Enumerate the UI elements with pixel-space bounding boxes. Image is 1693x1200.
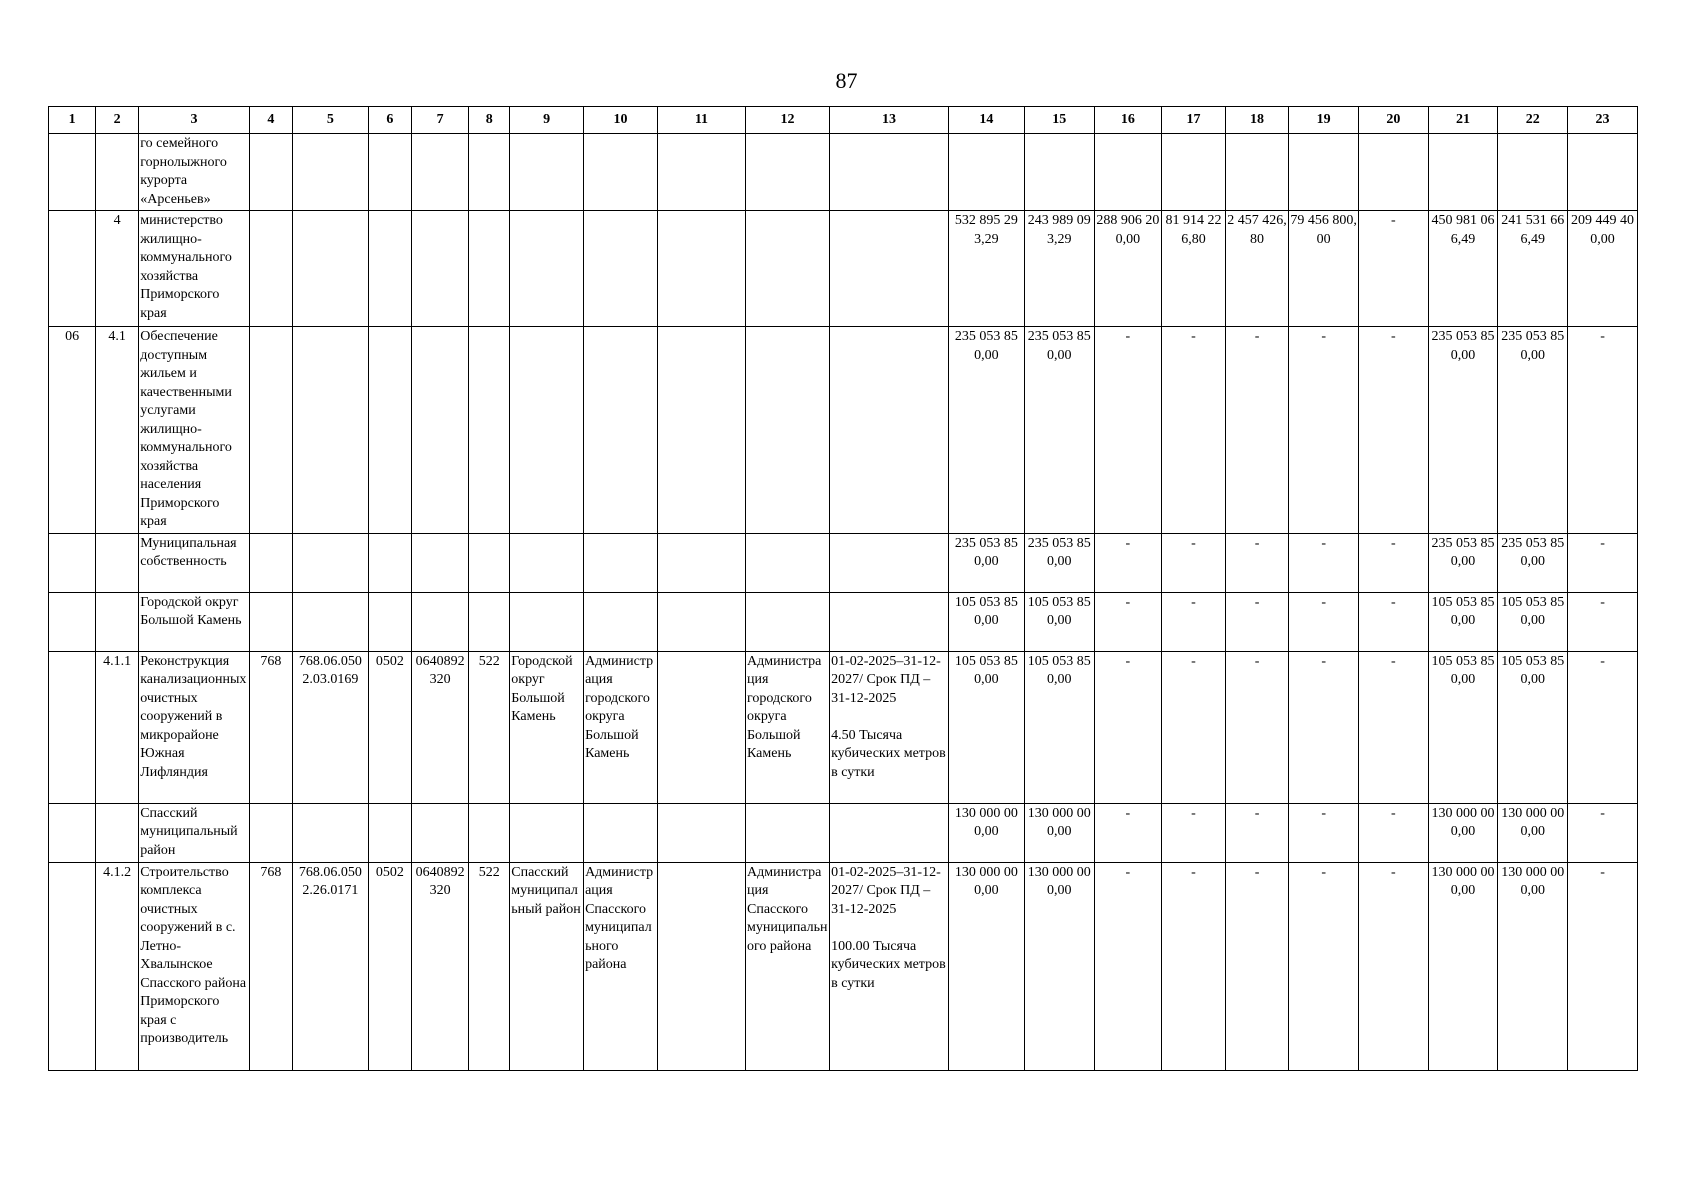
table-row <box>49 533 1638 592</box>
cell-col-21: 105 053 850,00 <box>1428 592 1498 651</box>
column-header-10: 10 <box>584 107 658 134</box>
cell-col-3: Реконструкция канализационных очистных сооружений в микрорайоне Южная Лифляндия <box>139 651 250 803</box>
cell-col-19: - <box>1289 592 1359 651</box>
cell-col-6: 0502 <box>368 862 411 1070</box>
cell-col-11 <box>657 862 745 1070</box>
cell-col-20: - <box>1359 651 1429 803</box>
column-header-23: 23 <box>1568 107 1638 134</box>
header-row <box>49 107 1638 134</box>
cell-col-12: Администрация городского округа Большой Камень <box>746 651 830 803</box>
cell-col-1 <box>49 533 96 592</box>
cell-col-3: Городской округ Большой Камень <box>139 592 250 651</box>
column-header-15: 15 <box>1024 107 1094 134</box>
cell-col-22: 130 000 000,00 <box>1498 862 1568 1070</box>
column-header-1: 1 <box>49 107 96 134</box>
cell-col-20 <box>1359 134 1429 211</box>
cell-col-10 <box>584 134 658 211</box>
cell-col-3: министерство жилищно-коммунального хозяйства Приморского края <box>139 211 250 327</box>
cell-col-17: - <box>1162 862 1226 1070</box>
cell-col-14: 105 053 850,00 <box>948 651 1024 803</box>
cell-col-6 <box>368 592 411 651</box>
cell-col-4 <box>249 533 292 592</box>
cell-col-18: 2 457 426,80 <box>1225 211 1289 327</box>
cell-col-21: 235 053 850,00 <box>1428 327 1498 534</box>
cell-col-15: 130 000 000,00 <box>1024 862 1094 1070</box>
cell-col-4: 768 <box>249 651 292 803</box>
cell-col-13 <box>830 592 949 651</box>
cell-col-8: 522 <box>469 651 510 803</box>
page-number: 87 <box>835 68 858 93</box>
cell-col-23 <box>1568 134 1638 211</box>
cell-col-8 <box>469 134 510 211</box>
cell-col-8 <box>469 533 510 592</box>
cell-col-1 <box>49 211 96 327</box>
table-row <box>49 211 1638 327</box>
cell-col-20: - <box>1359 803 1429 862</box>
cell-col-21: 450 981 066,49 <box>1428 211 1498 327</box>
cell-col-17: 81 914 226,80 <box>1162 211 1226 327</box>
cell-col-20: - <box>1359 592 1429 651</box>
cell-col-15 <box>1024 134 1094 211</box>
cell-col-19: - <box>1289 533 1359 592</box>
column-header-14: 14 <box>948 107 1024 134</box>
cell-col-13 <box>830 211 949 327</box>
cell-col-15: 105 053 850,00 <box>1024 592 1094 651</box>
cell-col-2: 4 <box>96 211 139 327</box>
cell-col-2: 4.1.2 <box>96 862 139 1070</box>
cell-col-12 <box>746 803 830 862</box>
cell-col-5 <box>292 211 368 327</box>
column-header-22: 22 <box>1498 107 1568 134</box>
cell-col-6 <box>368 211 411 327</box>
column-header-2: 2 <box>96 107 139 134</box>
cell-col-22: 241 531 666,49 <box>1498 211 1568 327</box>
cell-col-19: - <box>1289 862 1359 1070</box>
cell-col-3: Муниципальная собственность <box>139 533 250 592</box>
cell-col-7 <box>411 211 468 327</box>
cell-col-22: 130 000 000,00 <box>1498 803 1568 862</box>
cell-col-18: - <box>1225 592 1289 651</box>
column-header-6: 6 <box>368 107 411 134</box>
cell-col-20: - <box>1359 327 1429 534</box>
cell-col-15: 235 053 850,00 <box>1024 327 1094 534</box>
cell-col-9 <box>510 592 584 651</box>
cell-col-17: - <box>1162 803 1226 862</box>
cell-col-5: 768.06.0502.03.0169 <box>292 651 368 803</box>
cell-col-5 <box>292 327 368 534</box>
cell-col-9: Спасский муниципальный район <box>510 862 584 1070</box>
cell-col-19: 79 456 800,00 <box>1289 211 1359 327</box>
column-header-11: 11 <box>657 107 745 134</box>
cell-col-1 <box>49 134 96 211</box>
cell-col-16: - <box>1094 803 1162 862</box>
cell-col-1 <box>49 803 96 862</box>
cell-col-23: 209 449 400,00 <box>1568 211 1638 327</box>
cell-col-14 <box>948 134 1024 211</box>
cell-col-18: - <box>1225 862 1289 1070</box>
cell-col-2: 4.1.1 <box>96 651 139 803</box>
cell-col-23: - <box>1568 862 1638 1070</box>
cell-col-17: - <box>1162 327 1226 534</box>
cell-col-7 <box>411 803 468 862</box>
column-header-17: 17 <box>1162 107 1226 134</box>
cell-col-12: Администрация Спасского муниципального района <box>746 862 830 1070</box>
cell-col-1 <box>49 592 96 651</box>
cell-col-1: 06 <box>49 327 96 534</box>
cell-col-13 <box>830 327 949 534</box>
cell-col-15: 130 000 000,00 <box>1024 803 1094 862</box>
cell-col-18: - <box>1225 327 1289 534</box>
cell-col-12 <box>746 592 830 651</box>
cell-col-9 <box>510 134 584 211</box>
cell-col-5: 768.06.0502.26.0171 <box>292 862 368 1070</box>
table-row <box>49 592 1638 651</box>
cell-col-23: - <box>1568 651 1638 803</box>
column-header-5: 5 <box>292 107 368 134</box>
cell-col-6: 0502 <box>368 651 411 803</box>
cell-col-4 <box>249 211 292 327</box>
cell-col-22: 105 053 850,00 <box>1498 651 1568 803</box>
cell-col-2 <box>96 533 139 592</box>
cell-col-16: - <box>1094 862 1162 1070</box>
cell-col-9 <box>510 533 584 592</box>
cell-col-11 <box>657 533 745 592</box>
cell-col-21 <box>1428 134 1498 211</box>
cell-col-11 <box>657 134 745 211</box>
cell-col-21: 235 053 850,00 <box>1428 533 1498 592</box>
cell-col-7: 0640892320 <box>411 862 468 1070</box>
cell-col-17: - <box>1162 651 1226 803</box>
cell-col-22: 105 053 850,00 <box>1498 592 1568 651</box>
cell-col-2 <box>96 592 139 651</box>
cell-col-20: - <box>1359 533 1429 592</box>
cell-col-3: Обеспечение доступным жильем и качественными услугами жилищно-коммунального хозяйства населения Приморского края <box>139 327 250 534</box>
column-header-21: 21 <box>1428 107 1498 134</box>
cell-col-19: - <box>1289 803 1359 862</box>
cell-col-6 <box>368 533 411 592</box>
cell-col-3: Спасский муниципальный район <box>139 803 250 862</box>
cell-col-9 <box>510 327 584 534</box>
cell-col-13 <box>830 134 949 211</box>
column-header-13: 13 <box>830 107 949 134</box>
cell-col-16: - <box>1094 592 1162 651</box>
cell-col-7: 0640892320 <box>411 651 468 803</box>
cell-col-15: 243 989 093,29 <box>1024 211 1094 327</box>
cell-col-9: Городской округ Большой Камень <box>510 651 584 803</box>
column-header-8: 8 <box>469 107 510 134</box>
cell-col-9 <box>510 803 584 862</box>
cell-col-2 <box>96 134 139 211</box>
column-header-16: 16 <box>1094 107 1162 134</box>
cell-col-19 <box>1289 134 1359 211</box>
cell-col-13: 01-02-2025–31-12-2027/ Срок ПД – 31-12-2025 100.00 Тысяча кубических метров в сутки <box>830 862 949 1070</box>
table-row <box>49 651 1638 803</box>
cell-col-5 <box>292 134 368 211</box>
cell-col-21: 130 000 000,00 <box>1428 803 1498 862</box>
cell-col-14: 130 000 000,00 <box>948 862 1024 1070</box>
cell-col-6 <box>368 134 411 211</box>
cell-col-16: - <box>1094 327 1162 534</box>
cell-col-19: - <box>1289 651 1359 803</box>
cell-col-10 <box>584 533 658 592</box>
table-row <box>49 862 1638 1070</box>
cell-col-4 <box>249 803 292 862</box>
cell-col-6 <box>368 803 411 862</box>
table-row <box>49 327 1638 534</box>
cell-col-7 <box>411 134 468 211</box>
cell-col-17 <box>1162 134 1226 211</box>
cell-col-23: - <box>1568 592 1638 651</box>
cell-col-15: 105 053 850,00 <box>1024 651 1094 803</box>
cell-col-2: 4.1 <box>96 327 139 534</box>
column-header-7: 7 <box>411 107 468 134</box>
cell-col-23: - <box>1568 327 1638 534</box>
cell-col-15: 235 053 850,00 <box>1024 533 1094 592</box>
cell-col-12 <box>746 327 830 534</box>
cell-col-11 <box>657 211 745 327</box>
cell-col-23: - <box>1568 803 1638 862</box>
cell-col-20: - <box>1359 211 1429 327</box>
cell-col-2 <box>96 803 139 862</box>
cell-col-18 <box>1225 134 1289 211</box>
cell-col-5 <box>292 533 368 592</box>
cell-col-23: - <box>1568 533 1638 592</box>
cell-col-17: - <box>1162 533 1226 592</box>
column-header-4: 4 <box>249 107 292 134</box>
cell-col-22: 235 053 850,00 <box>1498 533 1568 592</box>
column-header-19: 19 <box>1289 107 1359 134</box>
cell-col-20: - <box>1359 862 1429 1070</box>
cell-col-4: 768 <box>249 862 292 1070</box>
cell-col-16: 288 906 200,00 <box>1094 211 1162 327</box>
cell-col-4 <box>249 592 292 651</box>
cell-col-17: - <box>1162 592 1226 651</box>
cell-col-14: 235 053 850,00 <box>948 533 1024 592</box>
cell-col-6 <box>368 327 411 534</box>
cell-col-8 <box>469 592 510 651</box>
cell-col-7 <box>411 592 468 651</box>
cell-col-16 <box>1094 134 1162 211</box>
cell-col-12 <box>746 533 830 592</box>
cell-col-10 <box>584 803 658 862</box>
cell-col-14: 130 000 000,00 <box>948 803 1024 862</box>
column-header-9: 9 <box>510 107 584 134</box>
cell-col-12 <box>746 211 830 327</box>
cell-col-4 <box>249 327 292 534</box>
table-row <box>49 803 1638 862</box>
cell-col-10 <box>584 327 658 534</box>
cell-col-7 <box>411 327 468 534</box>
column-header-3: 3 <box>139 107 250 134</box>
cell-col-1 <box>49 651 96 803</box>
column-header-18: 18 <box>1225 107 1289 134</box>
cell-col-8 <box>469 211 510 327</box>
cell-col-12 <box>746 134 830 211</box>
cell-col-19: - <box>1289 327 1359 534</box>
cell-col-22 <box>1498 134 1568 211</box>
cell-col-10 <box>584 592 658 651</box>
cell-col-10: Администрация Спасского муниципального района <box>584 862 658 1070</box>
cell-col-18: - <box>1225 803 1289 862</box>
cell-col-11 <box>657 803 745 862</box>
cell-col-16: - <box>1094 651 1162 803</box>
cell-col-10: Администрация городского округа Большой Камень <box>584 651 658 803</box>
cell-col-4 <box>249 134 292 211</box>
cell-col-18: - <box>1225 533 1289 592</box>
cell-col-21: 105 053 850,00 <box>1428 651 1498 803</box>
cell-col-5 <box>292 803 368 862</box>
cell-col-22: 235 053 850,00 <box>1498 327 1568 534</box>
cell-col-8 <box>469 803 510 862</box>
cell-col-10 <box>584 211 658 327</box>
cell-col-5 <box>292 592 368 651</box>
data-table <box>48 106 1638 1071</box>
cell-col-14: 105 053 850,00 <box>948 592 1024 651</box>
cell-col-3: Строительство комплекса очистных сооружений в с. Летно-Хвалынское Спасского района Приморского края с производитель <box>139 862 250 1070</box>
cell-col-11 <box>657 327 745 534</box>
cell-col-3: го семейного горнолыжного курорта «Арсеньев» <box>139 134 250 211</box>
cell-col-1 <box>49 862 96 1070</box>
cell-col-9 <box>510 211 584 327</box>
column-header-12: 12 <box>746 107 830 134</box>
column-header-20: 20 <box>1359 107 1429 134</box>
cell-col-16: - <box>1094 533 1162 592</box>
cell-col-8: 522 <box>469 862 510 1070</box>
cell-col-13 <box>830 533 949 592</box>
cell-col-18: - <box>1225 651 1289 803</box>
cell-col-11 <box>657 592 745 651</box>
cell-col-8 <box>469 327 510 534</box>
cell-col-21: 130 000 000,00 <box>1428 862 1498 1070</box>
cell-col-14: 532 895 293,29 <box>948 211 1024 327</box>
cell-col-13: 01-02-2025–31-12-2027/ Срок ПД – 31-12-2025 4.50 Тысяча кубических метров в сутки <box>830 651 949 803</box>
cell-col-11 <box>657 651 745 803</box>
table-row <box>49 134 1638 211</box>
cell-col-13 <box>830 803 949 862</box>
cell-col-14: 235 053 850,00 <box>948 327 1024 534</box>
cell-col-7 <box>411 533 468 592</box>
